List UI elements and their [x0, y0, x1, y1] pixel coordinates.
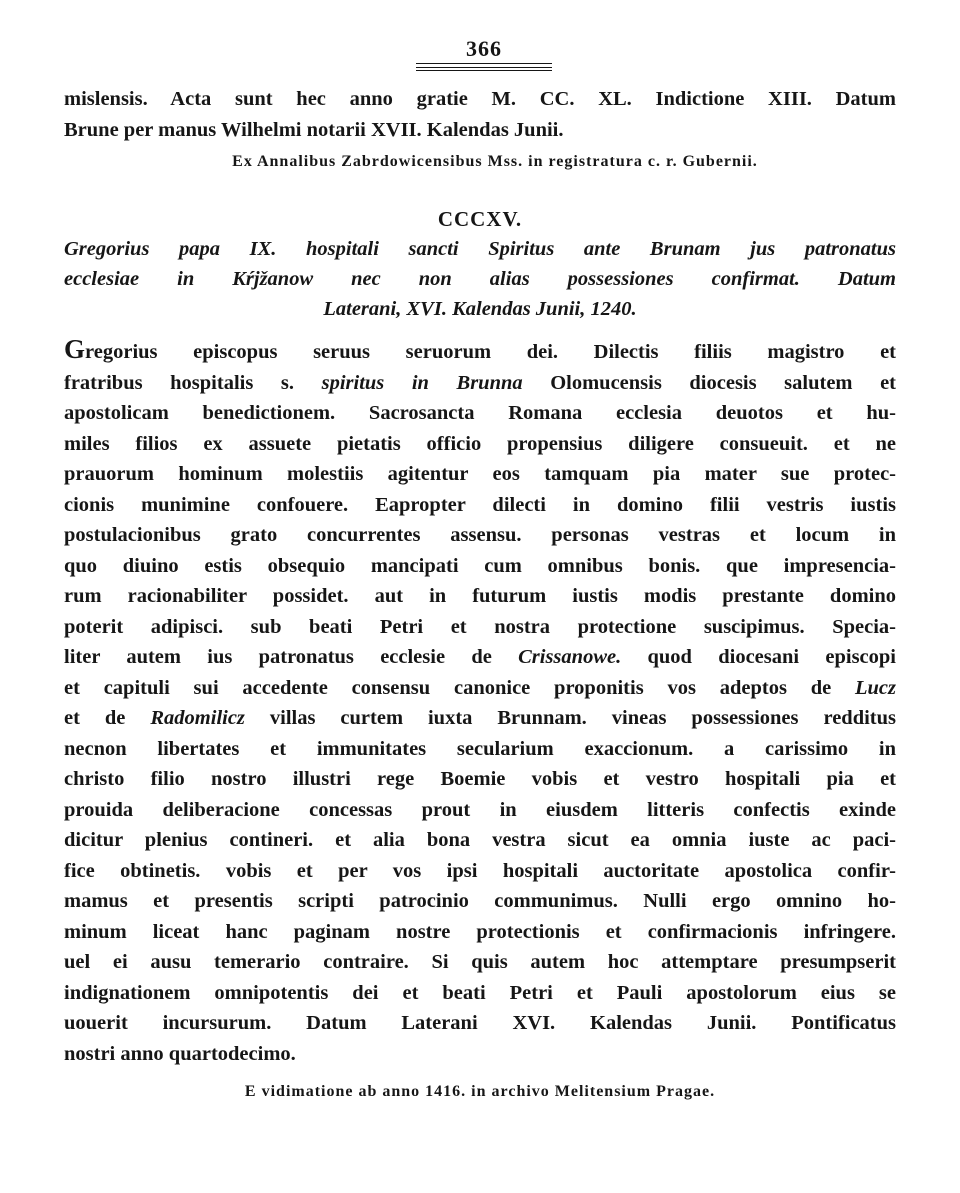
rubric-line: Laterani, XVI. Kalendas Junii, 1240.	[323, 298, 637, 320]
text-segment: regorius episcopus seruus seruorum dei. Dilectis filiis magistro et	[85, 341, 896, 363]
text-line: Brune per manus Wilhelmi notarii XVII. Kalendas Junii.	[64, 118, 564, 141]
text-line: prauorum hominum molestiis agitentur eos tamquam pia mater sue protec-	[64, 463, 896, 485]
text-line: nostri anno quartodecimo.	[64, 1042, 296, 1065]
text-segment: villas curtem iuxta Brunnam. vineas possessiones redditus	[244, 707, 896, 729]
text-line: rum racionabiliter possidet. aut in futurum iustis modis prestante domino	[64, 585, 896, 607]
text-segment: et capituli sui accedente consensu canonice proponitis vos adeptos de	[64, 676, 855, 699]
text-line	[64, 334, 896, 368]
italic-place-name: spiritus in Brunna	[321, 371, 523, 394]
text-line	[64, 703, 896, 734]
text-line: minum liceat hanc paginam nostre protectionis et confirmacionis infringere.	[64, 920, 896, 943]
text-line: mislensis. Acta sunt hec anno gratie M. CC. XL. Indictione XIII. Datum	[64, 88, 896, 110]
text-segment: fratribus hospitalis s.	[64, 371, 322, 394]
page-header	[64, 28, 896, 84]
document-rubric	[64, 234, 896, 324]
text-segment: liter autem ius patronatus ecclesie de	[64, 646, 519, 668]
text-line: fice obtinetis. vobis et per vos ipsi hospitali auctoritate apostolica confir-	[64, 859, 896, 882]
text-line: postulacionibus grato concurrentes assensu. personas vestras et locum in	[64, 524, 896, 546]
text-line: uel ei ausu temerario contraire. Si quis autem hoc attemptare presumpserit	[64, 951, 896, 973]
drop-cap: G	[64, 334, 86, 364]
text-line: quo diuino estis obsequio mancipati cum omnibus bonis. que impresencia-	[64, 554, 896, 577]
text-line: apostolicam benedictionem. Sacrosancta Romana ecclesia deuotos et hu-	[64, 402, 896, 424]
italic-place-name: Lucz	[855, 676, 896, 699]
text-line	[64, 642, 896, 673]
text-line: cionis munimine confouere. Eapropter dilecti in domino filii vestris iustis	[64, 493, 896, 516]
document-page	[64, 28, 896, 1178]
text-line: dicitur plenius contineri. et alia bona vestra sicut ea omnia iuste ac paci-	[64, 829, 896, 851]
italic-place-name: Crissanowe.	[518, 646, 622, 668]
text-line: indignationem omnipotentis dei et beati Petri et Pauli apostolorum eius se	[64, 981, 896, 1004]
closing-source-note: E vidimatione ab anno 1416. in archivo Melitensium Pragae.	[244, 1083, 716, 1100]
text-line: uouerit incursurum. Datum Laterani XVI. Kalendas Junii. Pontificatus	[64, 1012, 896, 1034]
header-rule	[416, 67, 552, 68]
document-body	[64, 334, 896, 1069]
preceding-text	[64, 84, 896, 145]
source-note: Ex Annalibus Zabrdowicensibus Mss. in registratura c. r. Gubernii.	[232, 153, 758, 170]
text-line: poterit adipisci. sub beati Petri et nostra protectione suscipimus. Specia-	[64, 615, 896, 638]
text-segment: quod diocesani episcopi	[621, 646, 896, 668]
text-line: mamus et presentis scripti patrocinio communimus. Nulli ergo omnino ho-	[64, 890, 896, 912]
text-segment: et de	[64, 707, 151, 729]
text-line: necnon libertates et immunitates secularium exaccionum. a carissimo in	[64, 737, 896, 760]
italic-place-name: Radomilicz	[150, 707, 245, 729]
text-line	[64, 368, 896, 399]
text-line: miles filios ex assuete pietatis officio propensius diligere consueuit. et ne	[64, 432, 896, 455]
text-segment: Olomucensis diocesis salutem et	[522, 371, 896, 394]
document-number: CCCXV.	[437, 207, 523, 231]
rubric-line: ecclesiae in Kŕjžanow nec non alias possessiones confirmat. Datum	[64, 268, 896, 290]
page-number: 366	[466, 36, 502, 61]
text-line: prouida deliberacione concessas prout in eiusdem litteris confectis exinde	[64, 798, 896, 821]
text-line	[64, 673, 896, 704]
text-line: christo filio nostro illustri rege Boemie vobis et vestro hospitali pia et	[64, 768, 896, 790]
header-rule	[416, 63, 552, 64]
header-rule	[416, 70, 552, 71]
rubric-line: Gregorius papa IX. hospitali sancti Spiritus ante Brunam jus patronatus	[64, 238, 896, 260]
